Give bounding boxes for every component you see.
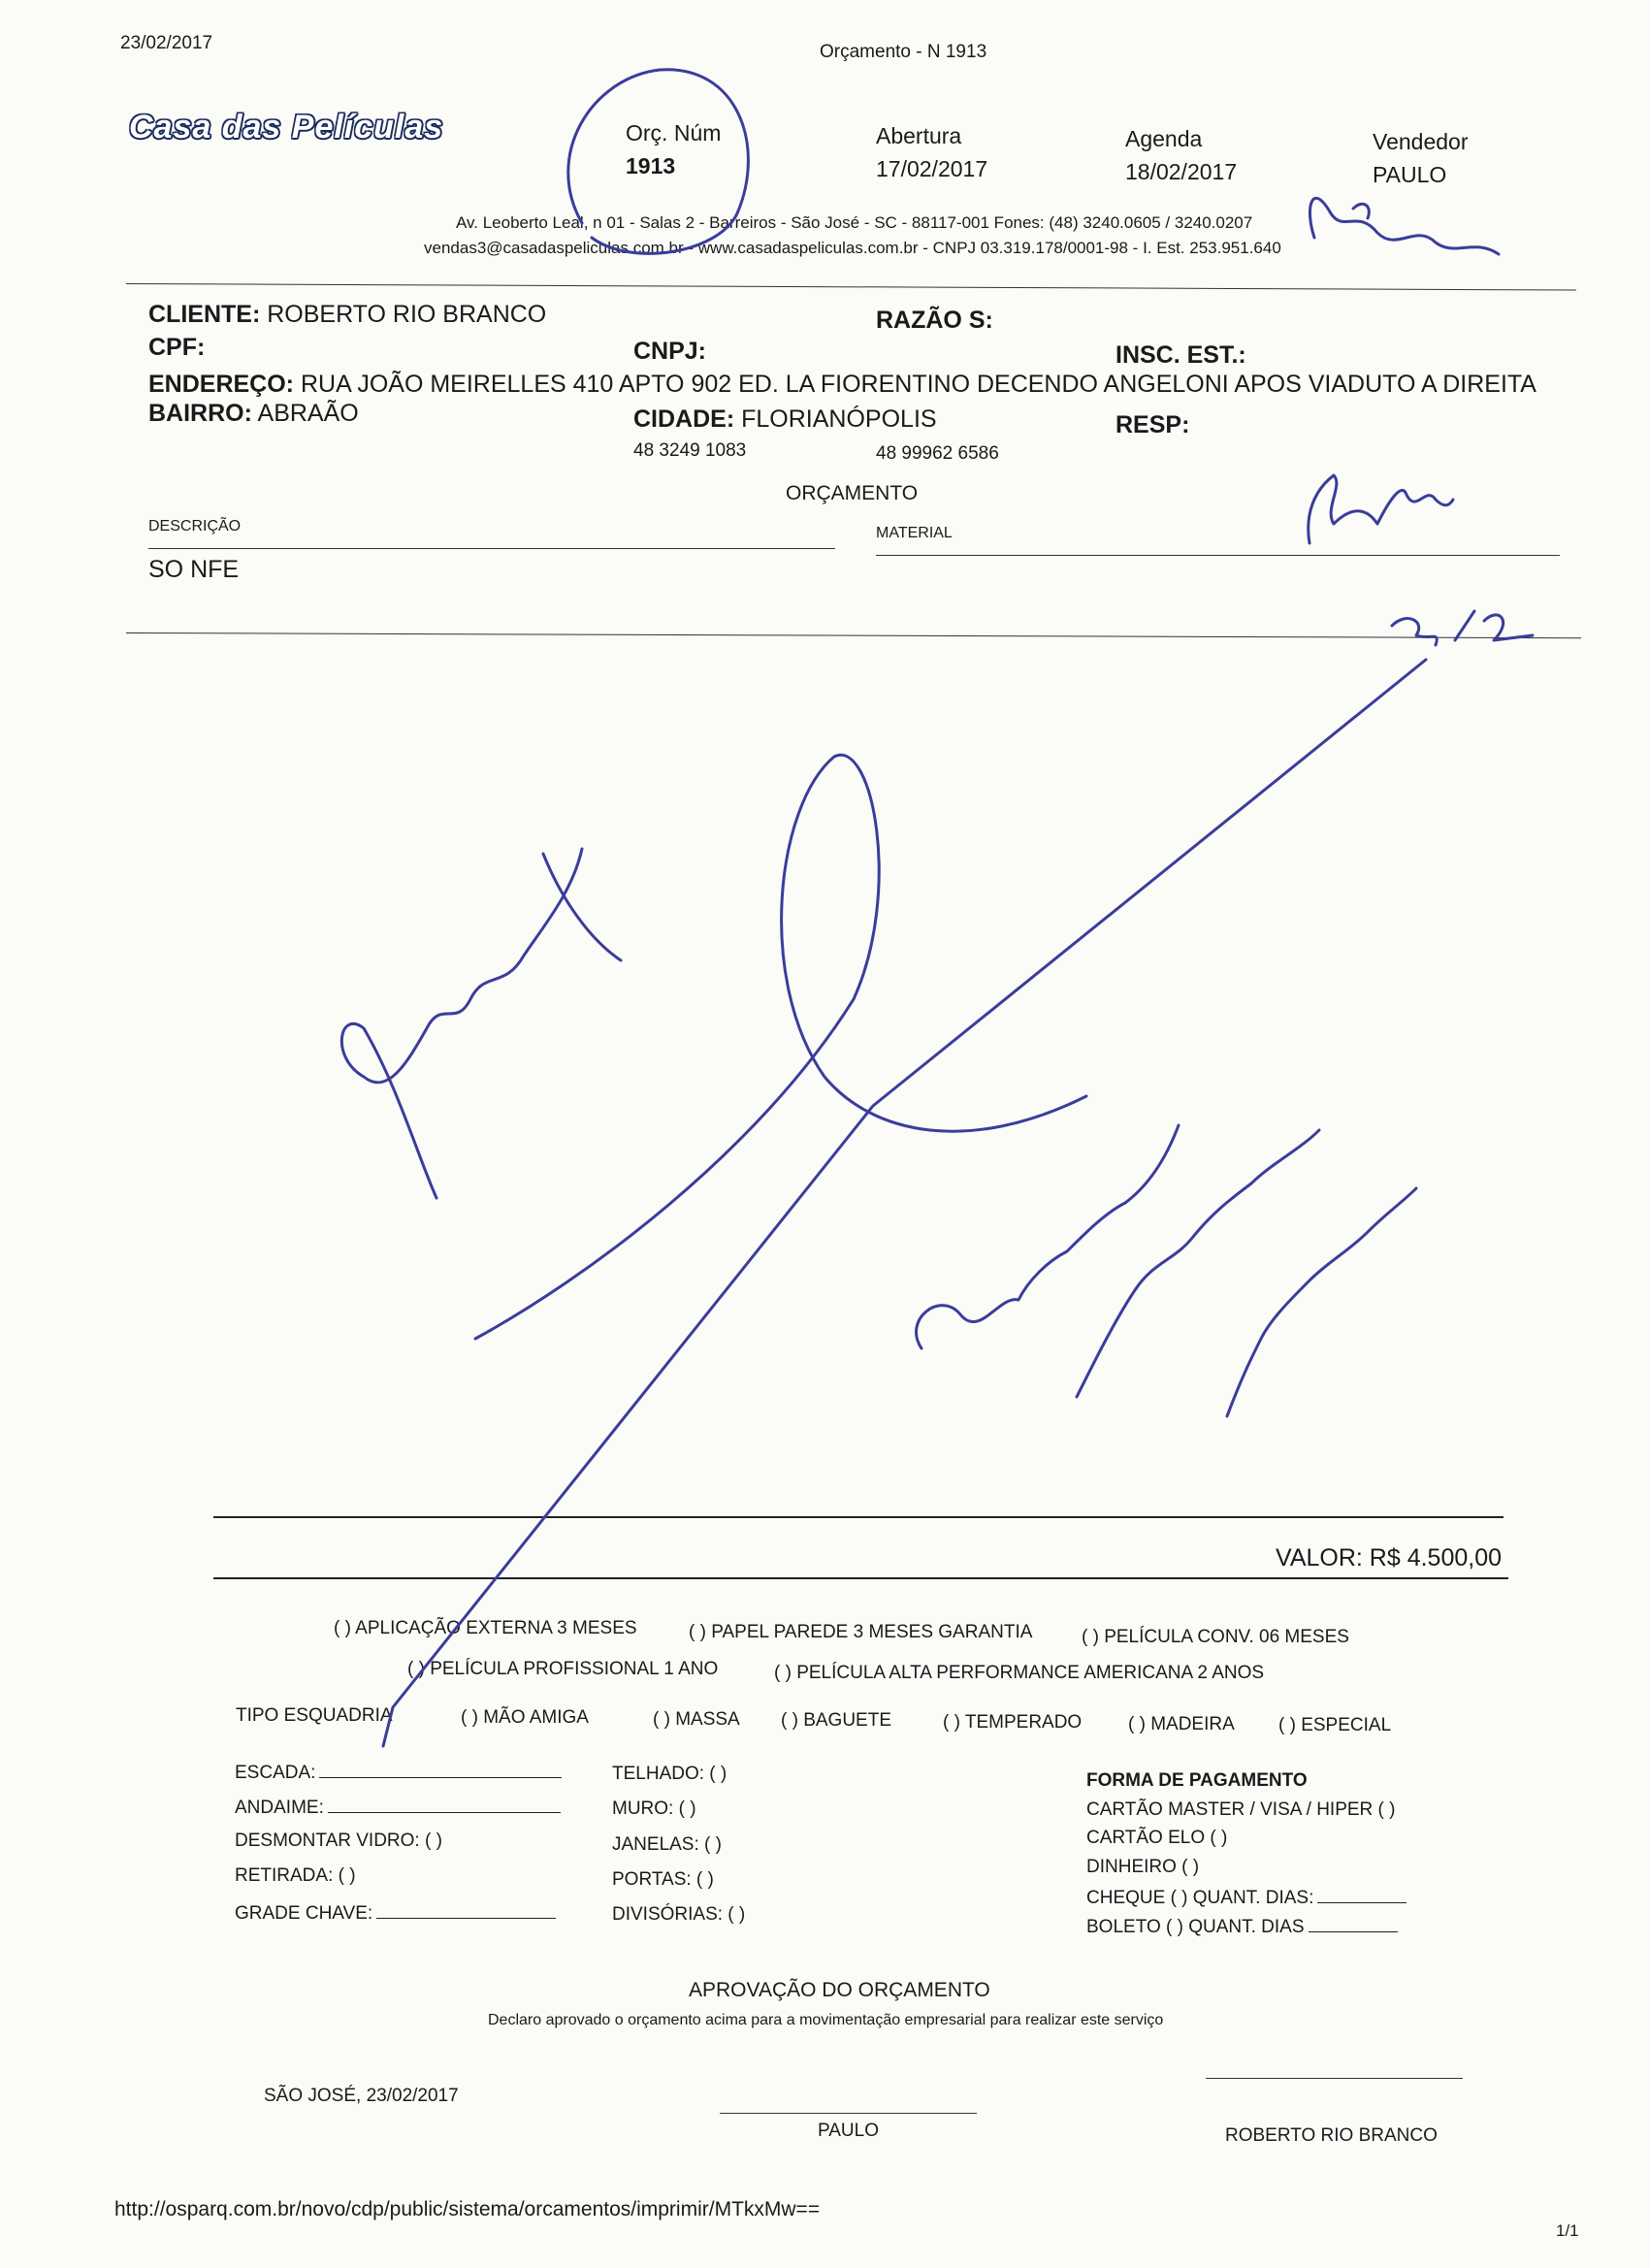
tipo-especial: ( ) ESPECIAL	[1278, 1715, 1392, 1735]
cheque-underline	[1317, 1885, 1406, 1903]
service-papel-parede: ( ) PAPEL PAREDE 3 MESES GARANTIA	[689, 1622, 1033, 1642]
ink-diagonal-strike	[383, 660, 1426, 1746]
extra-escada	[235, 1760, 562, 1784]
bairro-value: ABRAÃO	[257, 400, 359, 427]
extra-grade-chave-label: GRADE CHAVE:	[235, 1903, 373, 1924]
endereco-field	[148, 371, 1536, 399]
cpf-label: CPF:	[148, 334, 206, 361]
orcamento-title: ORÇAMENTO	[786, 482, 919, 504]
tipo-baguete: ( ) BAGUETE	[781, 1710, 892, 1731]
extra-telhado: TELHADO: ( )	[612, 1764, 728, 1784]
tipo-massa: ( ) MASSA	[653, 1709, 740, 1730]
approval-title: APROVAÇÃO DO ORÇAMENTO	[689, 1979, 990, 2001]
extra-portas: PORTAS: ( )	[612, 1869, 714, 1890]
tipo-mao-amiga: ( ) MÃO AMIGA	[461, 1707, 589, 1728]
payment-cheque	[1086, 1885, 1406, 1909]
service-pelicula-conv: ( ) PELÍCULA CONV. 06 MESES	[1082, 1627, 1349, 1647]
extra-divisorias: DIVISÓRIAS: ( )	[612, 1904, 746, 1925]
payment-title: FORMA DE PAGAMENTO	[1086, 1770, 1308, 1791]
extra-retirada: RETIRADA: ( )	[235, 1865, 356, 1886]
insc-est-label: INSC. EST.:	[1116, 341, 1246, 369]
extra-janelas: JANELAS: ( )	[612, 1834, 722, 1855]
extra-escada-label: ESCADA:	[235, 1763, 316, 1783]
cnpj-label: CNPJ:	[633, 338, 707, 365]
descricao-value: SO NFE	[148, 556, 240, 583]
company-logo: Casa das Películas	[129, 109, 444, 146]
endereco-label: ENDEREÇO:	[148, 371, 295, 398]
document-title: Orçamento - N 1913	[820, 42, 987, 62]
approval-text: Declaro aprovado o orçamento acima para a movimentação empresarial para realizar este serviço	[488, 2012, 1164, 2028]
cidade-value: FLORIANÓPOLIS	[741, 405, 937, 433]
bairro-label: BAIRRO:	[148, 400, 252, 427]
extra-muro: MURO: ( )	[612, 1798, 696, 1819]
ink-word-revisao	[1310, 198, 1499, 254]
tipo-esquadria-label: TIPO ESQUADRIA	[236, 1705, 393, 1726]
abertura-value: 17/02/2017	[876, 156, 988, 181]
total-line-top	[213, 1516, 1504, 1518]
service-pelicula-profissional: ( ) PELÍCULA PROFISSIONAL 1 ANO	[407, 1659, 719, 1679]
orc-num-label: Orç. Núm	[626, 120, 722, 146]
valor-total: VALOR: R$ 4.500,00	[1276, 1544, 1503, 1571]
extra-grade-chave	[235, 1900, 556, 1925]
endereco-value: RUA JOÃO MEIRELLES 410 APTO 902 ED. LA FIORENTINO DECENDO ANGELONI APOS VIADUTO A DIREITA	[300, 371, 1536, 398]
boleto-underline	[1309, 1914, 1398, 1932]
extra-andaime	[235, 1795, 561, 1819]
abertura-label: Abertura	[876, 123, 962, 148]
vendedor-value: PAULO	[1373, 162, 1447, 187]
cidade-label: CIDADE:	[633, 405, 735, 433]
tipo-temperado: ( ) TEMPERADO	[943, 1712, 1083, 1733]
razao-label: RAZÃO S:	[876, 307, 993, 334]
service-pelicula-alta-performance: ( ) PELÍCULA ALTA PERFORMANCE AMERICANA 2 ANOS	[774, 1663, 1265, 1683]
payment-dinheiro: DINHEIRO ( )	[1086, 1857, 1200, 1877]
signature-line-client	[1206, 2078, 1463, 2079]
descricao-underline	[148, 548, 835, 549]
company-contact: vendas3@casadaspeliculas.com.br - www.casadaspeliculas.com.br - CNPJ 03.319.178/0001-98 - I. Est. 253.951.640	[424, 239, 1281, 257]
payment-cartao-elo: CARTÃO ELO ( )	[1086, 1828, 1228, 1848]
tipo-madeira: ( ) MADEIRA	[1128, 1714, 1235, 1734]
ink-big-loop	[475, 755, 1086, 1339]
cliente-value: ROBERTO RIO BRANCO	[267, 301, 547, 328]
ink-note-marcado	[1077, 1130, 1319, 1397]
payment-cartao-master: CARTÃO MASTER / VISA / HIPER ( )	[1086, 1799, 1396, 1820]
grade-chave-underline	[376, 1900, 556, 1919]
material-label: MATERIAL	[876, 525, 953, 541]
signature-line-seller	[720, 2113, 977, 2114]
bairro-field	[148, 400, 359, 428]
footer-url: http://osparq.com.br/novo/cdp/public/sistema/orcamentos/imprimir/MTkxMw==	[114, 2198, 821, 2220]
descricao-label: DESCRIÇÃO	[148, 518, 242, 535]
phone-1: 48 3249 1083	[633, 440, 747, 461]
ink-note-date	[1227, 1188, 1416, 1416]
service-aplicacao-externa: ( ) APLICAÇÃO EXTERNA 3 MESES	[334, 1618, 637, 1638]
header-divider	[126, 283, 1576, 291]
andaime-underline	[328, 1795, 561, 1813]
payment-boleto-label: BOLETO ( ) QUANT. DIAS	[1086, 1917, 1305, 1937]
material-underline	[876, 555, 1560, 556]
payment-cheque-label: CHEQUE ( ) QUANT. DIAS:	[1086, 1888, 1314, 1908]
cliente-field	[148, 301, 546, 329]
phone-2: 48 99962 6586	[876, 443, 999, 464]
agenda-value: 18/02/2017	[1125, 159, 1238, 184]
approval-place-date: SÃO JOSÉ, 23/02/2017	[264, 2086, 459, 2106]
signature-name-client: ROBERTO RIO BRANCO	[1225, 2125, 1438, 2146]
orc-num-value: 1913	[626, 153, 676, 178]
ink-word-belle	[1309, 475, 1453, 543]
ink-note-barcelona	[917, 1125, 1179, 1348]
cliente-label: CLIENTE:	[148, 301, 261, 328]
resp-label: RESP:	[1116, 411, 1190, 438]
cidade-field	[633, 405, 937, 434]
ink-date-23-2	[1392, 611, 1533, 645]
agenda-label: Agenda	[1125, 126, 1203, 151]
company-address: Av. Leoberto Leal, n 01 - Salas 2 - Barreiros - São José - SC - 88117-001 Fones: (48) 3240.0605 / 3240.0207	[456, 213, 1253, 232]
description-divider	[126, 632, 1581, 638]
signature-name-seller: PAULO	[818, 2121, 880, 2141]
vendedor-label: Vendedor	[1373, 129, 1469, 154]
escada-underline	[319, 1760, 562, 1778]
extra-desmontar-vidro: DESMONTAR VIDRO: ( )	[235, 1831, 442, 1851]
total-line-bottom	[213, 1577, 1508, 1579]
print-date: 23/02/2017	[120, 33, 213, 53]
payment-boleto	[1086, 1914, 1398, 1938]
extra-andaime-label: ANDAIME:	[235, 1798, 324, 1818]
ink-signature-left	[341, 849, 621, 1198]
page-number: 1/1	[1556, 2221, 1579, 2240]
